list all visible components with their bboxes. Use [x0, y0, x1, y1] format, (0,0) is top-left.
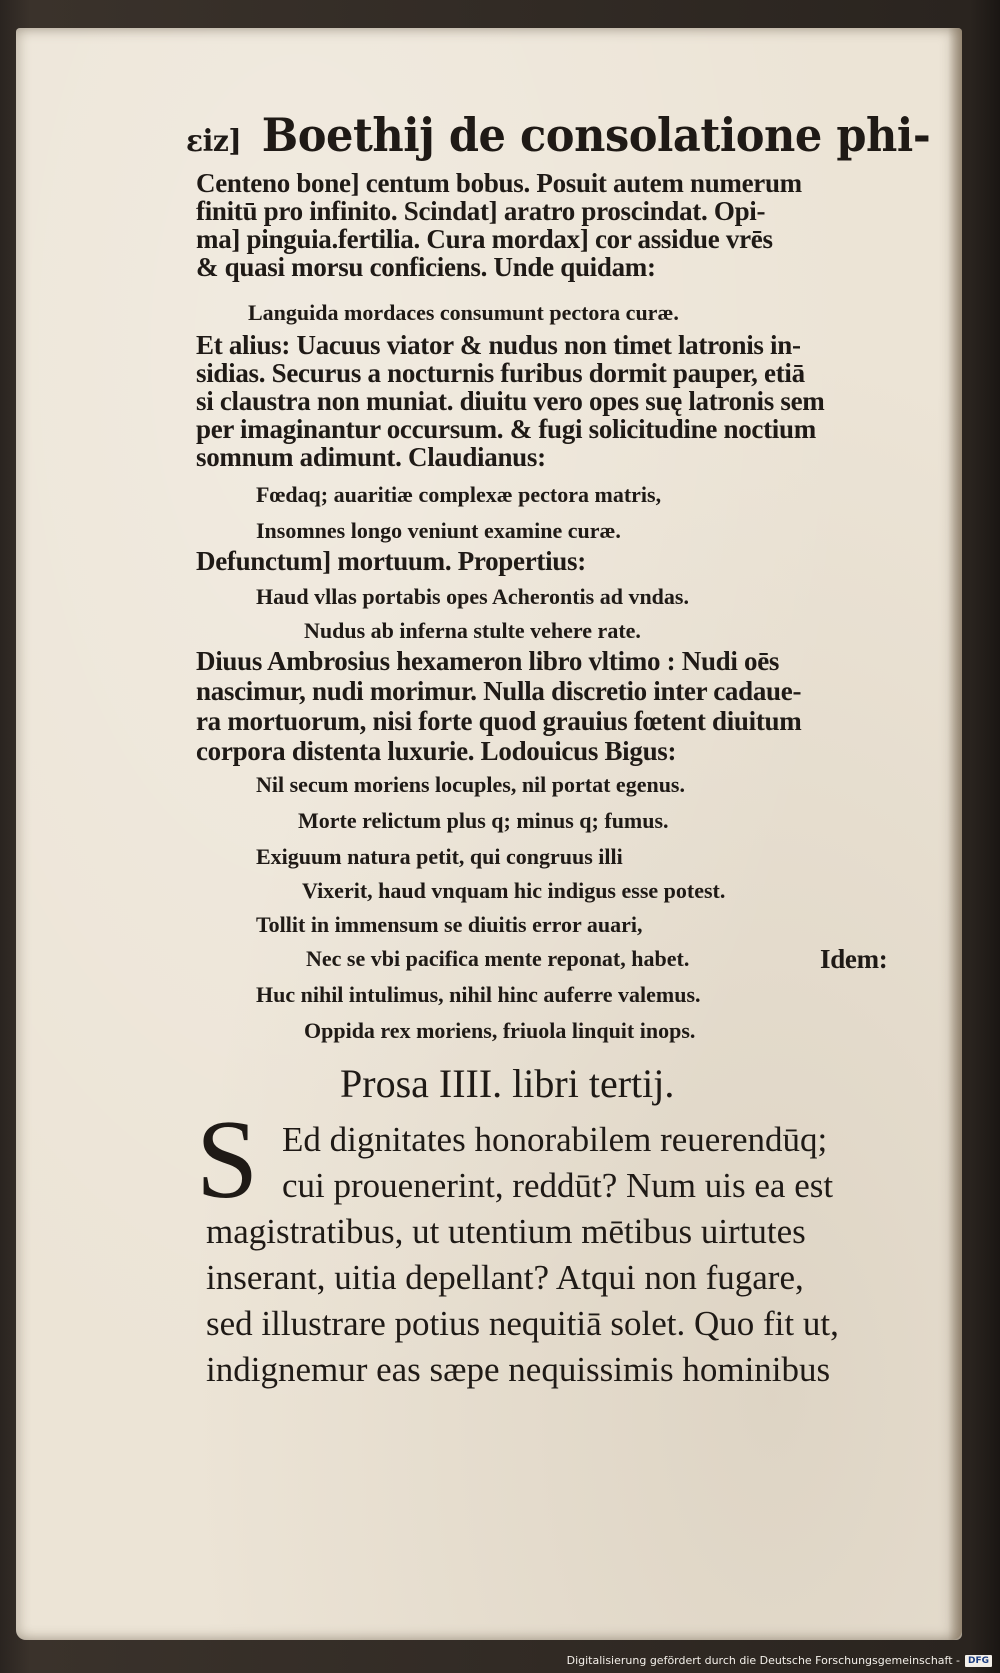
verse-line: Vixerit, haud vnquam hic indigus esse potest.: [302, 878, 726, 903]
dfg-logo-icon: DFG: [965, 1655, 992, 1667]
verse-line: Oppida rex moriens, friuola linquit inops.: [304, 1018, 696, 1043]
body-line: indignemur eas sæpe nequissimis hominibus: [206, 1350, 831, 1389]
verse-line: Insomnes longo veniunt examine curæ.: [256, 518, 621, 543]
commentary-line: Centeno bone] centum bobus. Posuit autem numerum: [196, 168, 802, 198]
verse-line: Tollit in immensum se diuitis error auari,: [256, 912, 643, 937]
section-title: Prosa IIII. libri tertij.: [340, 1061, 675, 1106]
verse-line: Nil secum moriens locuples, nil portat egenus.: [256, 772, 685, 797]
page-number: εiz]: [186, 124, 242, 159]
commentary-line: & quasi morsu conficiens. Unde quidam:: [196, 252, 656, 282]
body-line: Ed dignitates honorabilem reuerendūq;: [282, 1120, 828, 1159]
verse-line: Fœdaq; auaritiæ complexæ pectora matris,: [256, 482, 662, 507]
page-edge-shadow: [948, 28, 962, 1640]
verse-line: Haud vllas portabis opes Acherontis ad vndas.: [256, 584, 689, 609]
commentary-line: Diuus Ambrosius hexameron libro vltimo : Nudi oēs: [196, 646, 780, 676]
verse-line: Languida mordaces consumunt pectora curæ.: [248, 300, 679, 325]
verse-line: Morte relictum plus q; minus q; fumus.: [298, 808, 669, 833]
drop-cap: S: [196, 1098, 259, 1222]
body-line: inserant, uitia depellant? Atqui non fugare,: [206, 1258, 804, 1297]
verse-line: Exiguum natura petit, qui congruus illi: [256, 844, 623, 869]
verse-line: Huc nihil intulimus, nihil hinc auferre valemus.: [256, 982, 701, 1007]
digitization-footer: [567, 1654, 992, 1667]
body-line: cui prouenerint, reddūt? Num uis ea est: [282, 1166, 834, 1205]
commentary-line: per imaginantur occursum. & fugi solicitudine noctium: [196, 414, 816, 444]
commentary-line: sidias. Securus a nocturnis furibus dormit pauper, etiā: [196, 358, 805, 388]
footer-text: Digitalisierung gefördert durch die Deutsche Forschungsgemeinschaft -: [566, 1654, 960, 1667]
commentary-line: corpora distenta luxurie. Lodouicus Bigus:: [196, 736, 677, 766]
body-line: magistratibus, ut utentium mētibus uirtutes: [206, 1212, 806, 1251]
commentary-line: ma] pinguia.fertilia. Cura mordax] cor assidue vrēs: [196, 224, 773, 254]
commentary-line: Defunctum] mortuum. Propertius:: [196, 546, 586, 576]
body-line: sed illustrare potius nequitiā solet. Quo fit ut,: [206, 1304, 839, 1343]
commentary-line: finitū pro infinito. Scindat] aratro proscindat. Opi-: [196, 196, 766, 226]
commentary-line: ra mortuorum, nisi forte quod grauius fœtent diuitum: [196, 706, 802, 736]
attribution-idem: Idem:: [820, 944, 888, 974]
commentary-line: nascimur, nudi morimur. Nulla discretio inter cadaue-: [196, 676, 802, 706]
commentary-line: somnum adimunt. Claudianus:: [196, 442, 546, 472]
running-title: Boethij de consolatione phi-: [261, 108, 931, 162]
verse-line: Nudus ab inferna stulte vehere rate.: [304, 618, 641, 643]
running-header: [186, 108, 930, 162]
verse-line: Nec se vbi pacifica mente reponat, habet.: [306, 946, 690, 971]
commentary-line: Et alius: Uacuus viator & nudus non timet latronis in-: [196, 330, 801, 360]
commentary-line: si claustra non muniat. diuitu vero opes suę latronis sem: [196, 386, 825, 416]
